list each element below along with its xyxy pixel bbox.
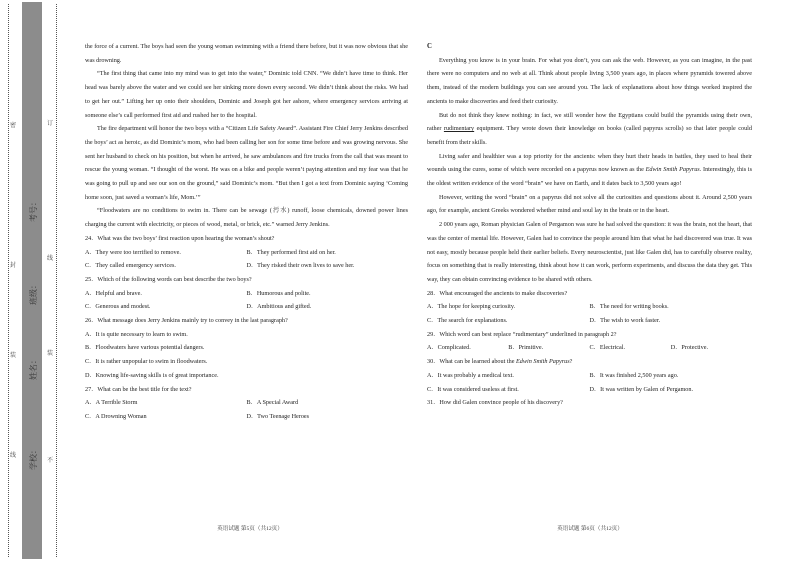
right-column: [427, 40, 752, 410]
q30-text-b: ?: [569, 358, 573, 366]
passage-heading: C: [427, 43, 432, 50]
page-footer-right: 英语试题 第6页（共12页）: [557, 526, 623, 532]
class-label: 班级：: [29, 281, 38, 305]
right-paragraph-5: 2 000 years ago, Roman physician Galen of Pergamon was sure he had solved the question: it was the brain, not the heart, that was the center of mental life. However, Galen had to convince the people around him that what he had discovered was true. It was not easy, mostly because people held their earlier beliefs. Every neuroscientist, just like Galen did, has to carefully observe reality, focus on something that is really interesting, think about how it can work, perform experiments, and discuss the data they get. This way, they can obtain convincing evidence to be shared with others.: [427, 221, 752, 283]
question-30: [427, 355, 752, 369]
dotted-fold-line: [56, 4, 67, 557]
underlined-word: rudimentary: [443, 125, 475, 133]
left-paragraph-2: “The first thing that came into my mind was to get into the water,” Dominic told CNN. “We didn’t have time to think. Her head was barely above the water and we could see her sinking more down every second. We didn’t think about the risks. We had to get her out.” Lifting her up onto their shoulders, Dominic and Joseph got her ashore, where emergency services arriving at someone else’s call performed first aid and rushed her to the hospital.: [85, 70, 408, 119]
right-paragraph-1: Everything you know is in your brain. For what you don’t, you can ask the web. However, as you can imagine, in the past there were no computers and no web at all. Think about people living 3,500 years ago, in places where pyramids towered above them, instead of the modern buildings you can see around you. The lack of explanations about how things worked inspired the ancients to make discoveries and feed their curiosity.: [427, 56, 752, 105]
left-column: [85, 40, 408, 424]
p3-italic-title: Edwin Smith Papyrus: [645, 166, 700, 174]
q25-option-b: B．Humorous and polite.: [246, 289, 311, 297]
question-29: 29．Which word can best replace “rudimentary” underlined in paragraph 2?: [427, 330, 617, 338]
q27-option-a: A．A Terrible Storm: [85, 399, 138, 407]
q28-option-a: A．The hope for keeping curiosity.: [427, 303, 516, 311]
q25-option-c: C．Generous and modest.: [85, 303, 151, 311]
outer-char-mi: 密: [10, 122, 17, 129]
q28-options-row1: [427, 300, 752, 314]
q25-options-row2: [85, 300, 408, 314]
q29-option-d: D．Protective.: [670, 344, 709, 352]
q24-option-a: A．They were too terrified to remove.: [85, 248, 181, 256]
q25-option-d: D．Ambitious and gifted.: [246, 303, 312, 311]
q26-option-d: D．Knowing life-saving skills is of great importance.: [85, 371, 219, 379]
q30-italic-title: Edwin Smith Papyrus: [516, 358, 570, 366]
q29-option-c: C．Electrical.: [589, 344, 626, 352]
q30-option-b: B．It was finished 2,500 years ago.: [589, 371, 679, 379]
q24-option-b: B．They performed first aid on her.: [246, 248, 336, 256]
q27-option-c: C．A Drowning Woman: [85, 412, 147, 420]
q24-option-c: C．They called emergency services.: [85, 262, 176, 270]
school-label: 学校：: [29, 446, 38, 470]
question-24: 24．What was the two boys’ first reaction upon hearing the woman’s shout?: [85, 234, 275, 242]
outer-char-feng: 封: [10, 262, 17, 269]
q28-option-d: D．The wish to work faster.: [589, 317, 661, 325]
left-paragraph-3: The fire department will honor the two boys with a “Citizen Life Safety Award”. Assistant Fire Chief Jerry Jenkins described the boys’ act as heroic, as did Dominic’s mom, who had been calling her son for some time before and was growing nervous. She sent her husband to check on his position, but when he arrived, he saw ambulances and fire trucks from the call that was meant to rescue the young woman. “I thought of the worst. He was on a bike and people weren’t paying attention and my fear was that he was going to pull up and see our son on the ground,” said Dominic’s mom. “But then I got a text from Dominic saying ‘Coming home soon, just saved a woman’s life, Mom.’”: [85, 125, 408, 201]
q29-option-a: A．Complicated.: [427, 344, 471, 352]
q29-option-b: B．Primitive.: [508, 344, 544, 352]
q29-options: [427, 341, 752, 355]
left-paragraph-1: the force of a current. The boys had seen the young woman swimming with a friend there before, but it was now obvious that she was drowning.: [85, 43, 408, 64]
outer-char-xian: 线: [10, 452, 17, 459]
question-27: 27．What can be the best title for the text?: [85, 385, 192, 393]
question-25: 25．Which of the following words can best describe the two boys?: [85, 275, 252, 283]
question-28: 28．What encouraged the ancients to make discoveries?: [427, 289, 568, 297]
q27-option-b: B．A Special Award: [246, 399, 299, 407]
q25-option-a: A．Helpful and brave.: [85, 289, 142, 297]
outer-char-zhuang: 装: [10, 352, 17, 359]
q30-option-a: A．It was probably a medical text.: [427, 371, 514, 379]
dotted-cut-line: [8, 4, 19, 557]
page-footer-left: 英语试题 第5页（共12页）: [217, 526, 283, 532]
question-26: 26．What message does Jerry Jenkins mainly try to convey in the last paragraph?: [85, 317, 288, 325]
q26-option-b: B．Floodwaters have various potential dangers.: [85, 344, 205, 352]
exam-number-label: 考号：: [29, 198, 38, 222]
right-paragraph-4: However, writing the word “brain” on a papyrus did not solve all the curiosities and questions about it. Around 2,500 years ago, for example, ancient Greeks wondered whether mind and soul lay in the brain or in the heart.: [427, 193, 752, 215]
name-label: 姓名：: [29, 356, 38, 380]
q26-option-a: A．It is quite necessary to learn to swim.: [85, 330, 188, 338]
q24-options-row1: [85, 246, 408, 260]
q28-options-row2: [427, 314, 752, 328]
binding-margin: [0, 0, 68, 561]
q30-options-row2: [427, 383, 752, 397]
p3-text-a: Living safer and healthier was a top priority for the ancients: when they hurt their heads in battles, they used to heal their wounds using the cures, some of which were recorded on a papyrus now known as the: [427, 152, 752, 174]
q30-option-c: C．It was considered useless at first.: [427, 385, 519, 393]
q30-text-a: 30．What can be learned about the: [427, 358, 516, 366]
q27-options-row2: [85, 410, 408, 424]
binding-char-ding: 订: [47, 120, 54, 127]
binding-char-zhuang: 装: [47, 350, 54, 357]
q28-option-b: B．The need for writing books.: [589, 303, 669, 311]
q30-option-d: D．It was written by Galen of Pergamon.: [589, 385, 694, 393]
p2-text-a: But do not think they knew nothing: in fact, we still wonder how the Egyptians could build the pyramids using their own, rather: [427, 111, 752, 133]
q27-options-row1: [85, 396, 408, 410]
p2-text-b: equipment. They wrote down their knowledge on books (called papyrus scrolls) so that later people could benefit from their skills.: [427, 125, 752, 146]
q24-options-row2: [85, 259, 408, 273]
right-paragraph-2: [427, 109, 752, 150]
q25-options-row1: [85, 287, 408, 301]
q30-options-row1: [427, 369, 752, 383]
binding-char-xian: 线: [47, 255, 54, 262]
q24-option-d: D．They risked their own lives to save her.: [246, 262, 355, 270]
q28-option-c: C．The search for explanations.: [427, 317, 508, 325]
left-paragraph-4: “Floodwaters are no conditions to swim in. There can be sewage (污水) runoff, loose chemicals, downed power lines charging the current with electricity, or pieces of wood, metal, or brick, etc.” warned Jerry Jenkins.: [85, 207, 408, 229]
p3-text-b: . Interestingly, this is the oldest written evidence of the word “brain” we have on Earth, and it dates back to 3,500 years ago!: [427, 166, 753, 188]
binding-char-bu: 不: [47, 457, 54, 464]
question-31: 31．How did Galen convince people of his discovery?: [427, 399, 563, 407]
right-paragraph-3: [427, 150, 752, 191]
q26-option-c: C．It is rather unpopular to swim in floodwaters.: [85, 358, 208, 366]
q27-option-d: D．Two Teenage Heroes: [246, 412, 310, 420]
